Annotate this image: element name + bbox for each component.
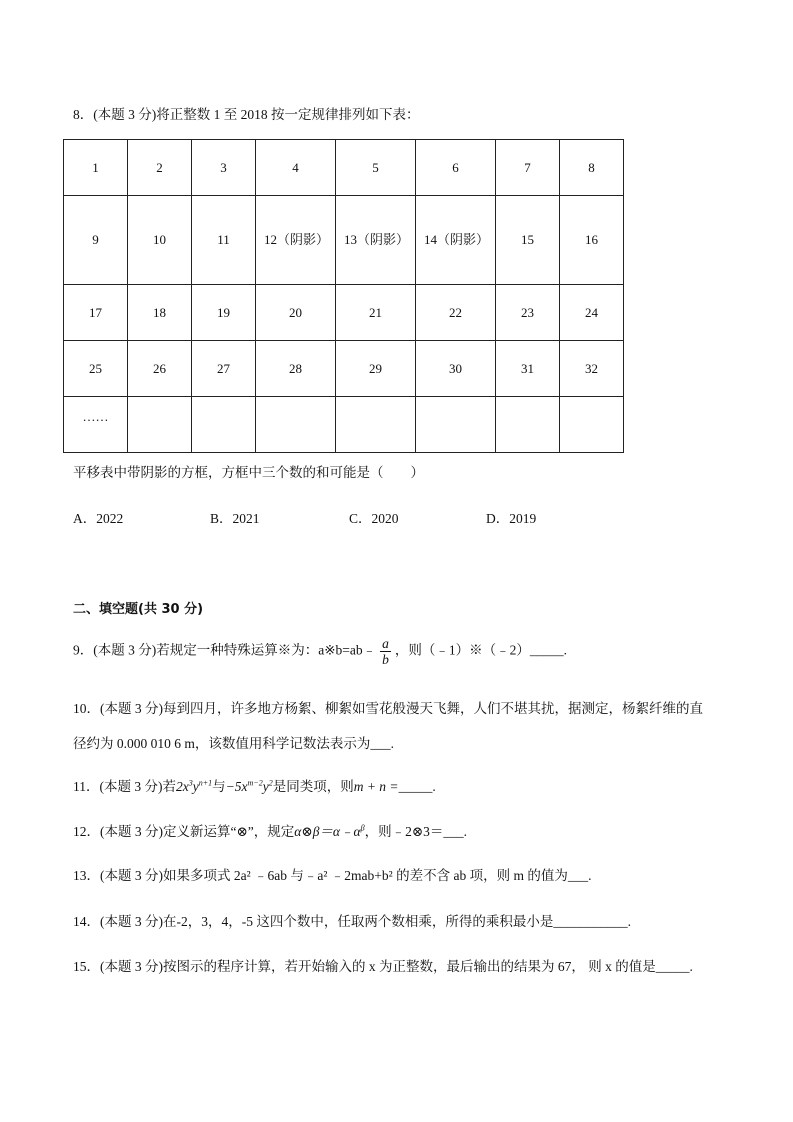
option-c[interactable]: C．2020 [349,511,399,526]
table-cell: 31 [496,341,560,397]
table-cell-shaded: 14（阴影） [416,196,496,285]
table-cell: 6 [416,140,496,196]
table-cell: 32 [560,341,624,397]
table-cell: 17 [64,285,128,341]
q11-blank: _____. [398,779,436,794]
q11-mid: 与 [212,779,226,794]
table-cell [192,397,256,453]
q9-pre: 9．(本题 3 分)若规定一种特殊运算※为：a※b=ab﹣ [73,642,377,658]
table-cell: 20 [256,285,336,341]
q12 [73,820,467,840]
table-cell: 10 [128,196,192,285]
q14: 14．(本题 3 分)在-2，3，4，-5 这四个数中，任取两个数相乘，所得的乘积最小是___________. [73,914,631,929]
table-row [64,140,624,196]
table-cell: 3 [192,140,256,196]
table-cell [256,397,336,453]
table-cell: …… [64,397,128,453]
table-cell: 8 [560,140,624,196]
table-cell [128,397,192,453]
q15: 15．(本题 3 分)按图示的程序计算，若开始输入的 x 为正整数，最后输出的结果为 67， 则 x 的值是_____. [73,959,693,974]
table-row [64,285,624,341]
q9-post: ，则（﹣1）※（﹣2）_____. [394,642,568,658]
table-cell: 1 [64,140,128,196]
table-cell: 15 [496,196,560,285]
table-cell: 9 [64,196,128,285]
table-cell: 25 [64,341,128,397]
table-cell [560,397,624,453]
q12-pre: 12．(本题 3 分)定义新运算“⊗”，规定 [73,824,295,839]
number-table [63,139,624,453]
option-d[interactable]: D．2019 [486,511,537,526]
table-cell: 16 [560,196,624,285]
table-cell: 11 [192,196,256,285]
table-cell [336,397,416,453]
table-cell: 30 [416,341,496,397]
table-cell: 26 [128,341,192,397]
table-cell: 21 [336,285,416,341]
table-cell-shaded: 12（阴影） [256,196,336,285]
table-cell: 29 [336,341,416,397]
q10-line2: 径约为 0.000 010 6 m，该数值用科学记数法表示为___. [73,736,395,751]
table-cell: 28 [256,341,336,397]
table-cell: 4 [256,140,336,196]
q12-rule: $\alpha\otimes\beta=\alpha﹣\alpha^\beta$ [294,823,365,839]
section-heading: 二、填空题(共 30 分) [73,602,204,617]
table-cell [416,397,496,453]
table-row [64,196,624,285]
q11-term2: $-5x^{m-2}y^2$ [225,778,273,794]
q8-title: 8．(本题 3 分)将正整数 1 至 2018 按一定规律排列如下表： [73,107,420,122]
q11-expr: m + n = [353,779,399,794]
q12-post: ，则﹣2⊗3＝___. [364,824,468,839]
table-cell: 24 [560,285,624,341]
q8-question: 平移表中带阴影的方框，方框中三个数的和可能是（ ） [73,465,424,480]
table-cell: 7 [496,140,560,196]
table-cell-shaded: 13（阴影） [336,196,416,285]
option-b[interactable]: B．2021 [210,511,260,526]
q9 [73,636,567,667]
table-cell [496,397,560,453]
table-cell: 22 [416,285,496,341]
table-cell: 5 [336,140,416,196]
table-cell: 19 [192,285,256,341]
q13: 13．(本题 3 分)如果多项式 2a² ﹣6ab 与﹣a² ﹣2mab+b² 的差不含 ab 项，则 m 的值为___. [73,868,592,883]
table-cell: 23 [496,285,560,341]
fraction-numerator: a [382,636,389,651]
q11 [73,775,436,795]
q8-options [73,507,593,525]
table-row [64,341,624,397]
fraction [380,636,391,667]
q11-term1: $2x^3y^{n+1}$ [176,778,213,794]
option-a[interactable]: A．2022 [73,511,124,526]
fraction-denominator: b [382,652,389,667]
q11-pre: 11．(本题 3 分)若 [73,779,176,794]
table-cell: 27 [192,341,256,397]
table-cell: 18 [128,285,192,341]
q10-line1: 10．(本题 3 分)每到四月，许多地方杨絮、柳絮如雪花般漫天飞舞，人们不堪其扰，据测定，杨絮纤维的直 [73,701,703,716]
q11-post: 是同类项，则 [272,779,354,794]
table-cell: 2 [128,140,192,196]
table-row [64,397,624,453]
